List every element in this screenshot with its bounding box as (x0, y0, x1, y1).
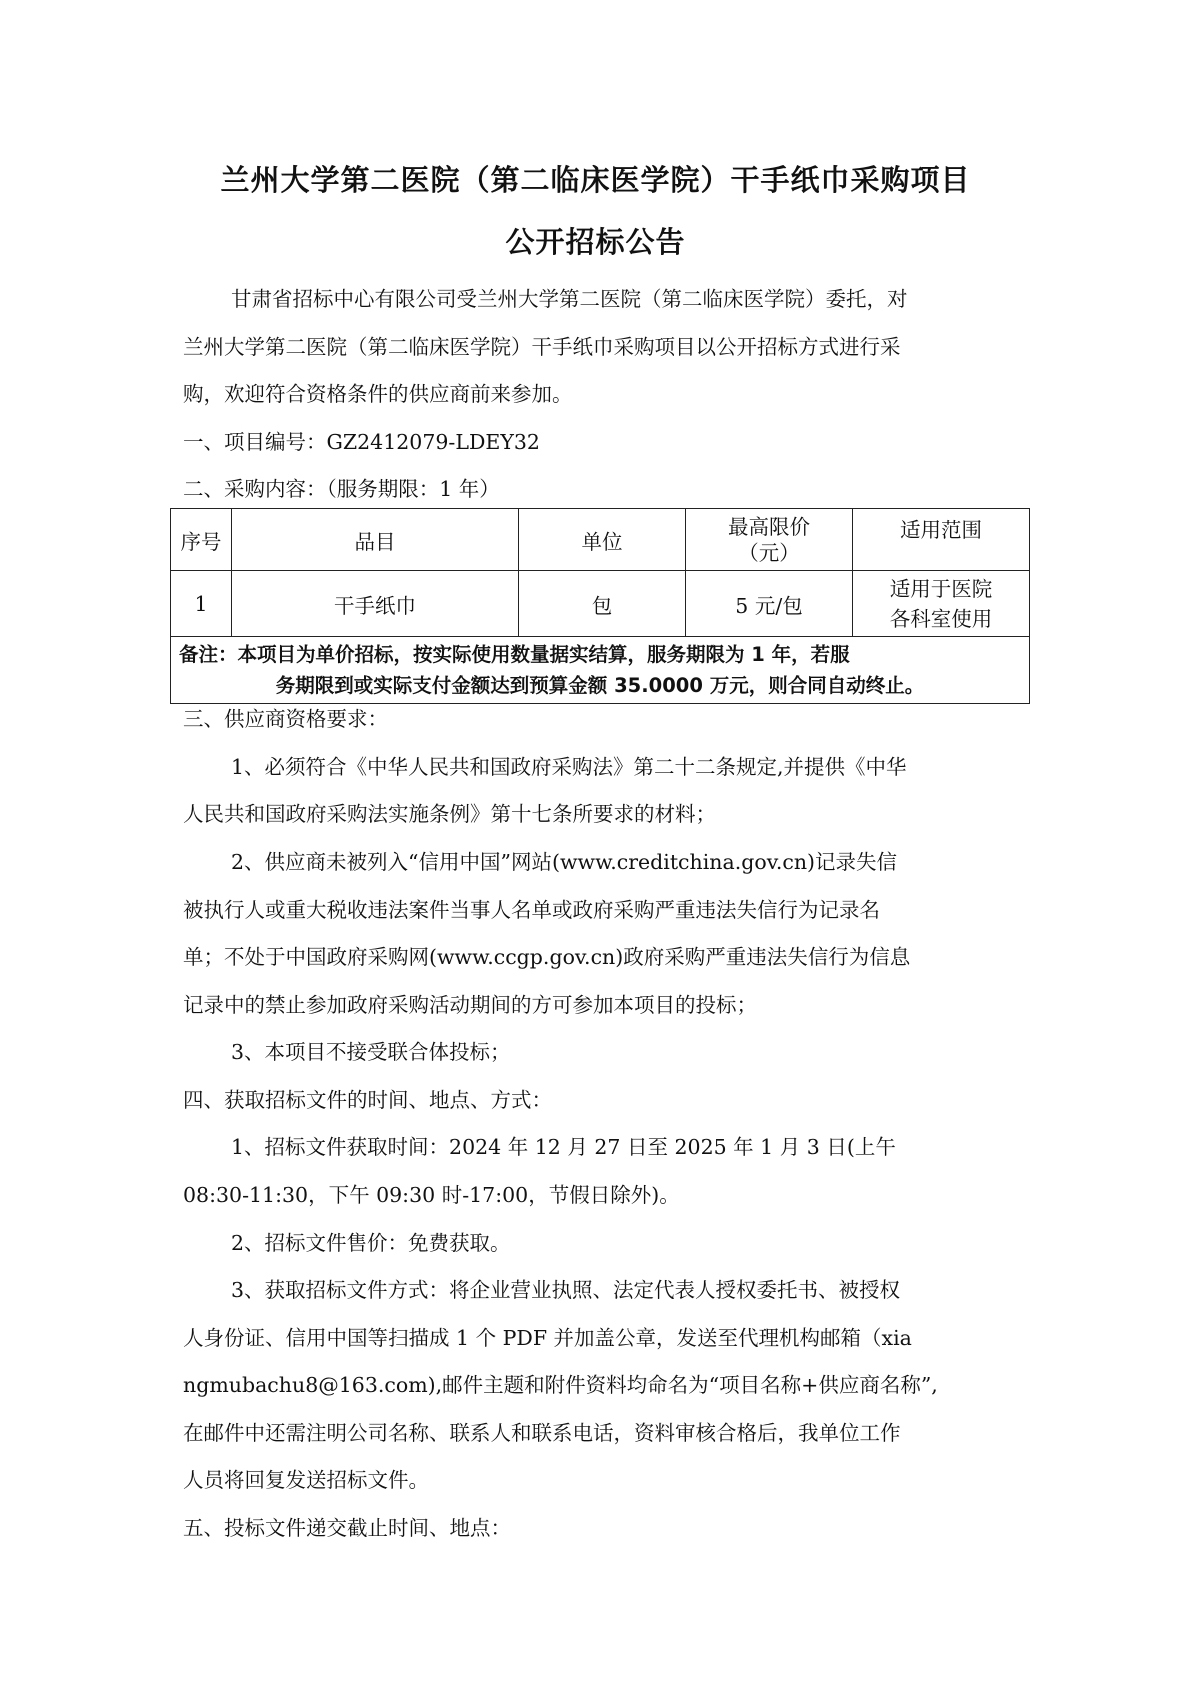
scope-line: 适用于医院 (889, 576, 993, 601)
acquisition-line: 2、招标文件售价：免费获取。 (231, 1231, 511, 1255)
table-header-row (171, 509, 1030, 571)
table-row (171, 571, 1030, 637)
acquisition-line: 人员将回复发送招标文件。 (183, 1468, 429, 1492)
document-title: 兰州大学第二医院（第二临床医学院）干手纸巾采购项目 (220, 163, 971, 197)
header-price-line: （元） (738, 540, 800, 565)
intro-line: 甘肃省招标中心有限公司受兰州大学第二医院（第二临床医学院）委托，对 (231, 287, 908, 311)
project-number: 一、项目编号：GZ2412079-LDEY32 (183, 430, 540, 454)
note-line: 务期限到或实际支付金额达到预算金额 35.0000 万元，则合同自动终止。 (275, 674, 925, 697)
acquisition-line: 人身份证、信用中国等扫描成 1 个 PDF 并加盖公章，发送至代理机构邮箱（xia (183, 1326, 912, 1350)
procurement-content-heading: 二、采购内容：（服务期限：1 年） (183, 477, 500, 501)
header-price-line: 最高限价 (728, 514, 810, 539)
section-heading: 三、供应商资格要求： (183, 707, 388, 731)
acquisition-line: 08:30-11:30，下午 09:30 时-17:00，节假日除外)。 (183, 1183, 680, 1207)
section-heading: 五、投标文件递交截止时间、地点： (183, 1516, 511, 1540)
header-cell: 适用范围 (853, 509, 1030, 571)
scope-line: 各科室使用 (889, 606, 993, 631)
acquisition-line: 在邮件中还需注明公司名称、联系人和联系电话，资料审核合格后，我单位工作 (183, 1421, 901, 1445)
table-note (171, 637, 1030, 704)
acquisition-line: 1、招标文件获取时间：2024 年 12 月 27 日至 2025 年 1 月 3 日(上午 (231, 1135, 896, 1159)
header-cell: 品目 (232, 509, 519, 571)
requirement-line: 2、供应商未被列入“信用中国”网站(www.creditchina.gov.cn)记录失信 (231, 850, 898, 874)
requirement-line: 记录中的禁止参加政府采购活动期间的方可参加本项目的投标； (183, 993, 757, 1017)
document-subtitle: 公开招标公告 (505, 225, 686, 259)
intro-line: 购，欢迎符合资格条件的供应商前来参加。 (183, 382, 573, 406)
acquisition-line: 3、获取招标文件方式：将企业营业执照、法定代表人授权委托书、被授权 (231, 1278, 901, 1302)
intro-line: 兰州大学第二医院（第二临床医学院）干手纸巾采购项目以公开招标方式进行采 (183, 335, 901, 359)
requirement-line: 被执行人或重大税收违法案件当事人名单或政府采购严重违法失信行为记录名 (183, 898, 880, 922)
requirement-line: 1、必须符合《中华人民共和国政府采购法》第二十二条规定,并提供《中华 (231, 755, 907, 779)
requirement-line: 单；不处于中国政府采购网(www.ccgp.gov.cn)政府采购严重违法失信行为信息 (183, 945, 911, 969)
note-line: 备注：本项目为单价招标，按实际使用数量据实结算，服务期限为 1 年，若服 (179, 643, 850, 666)
table-note-row (171, 637, 1030, 704)
section-heading: 四、获取招标文件的时间、地点、方式： (183, 1088, 552, 1112)
cell-unit: 包 (519, 571, 686, 637)
header-cell: 单位 (519, 509, 686, 571)
requirement-line: 人民共和国政府采购法实施条例》第十七条所要求的材料； (183, 802, 716, 826)
header-cell: 序号 (171, 509, 232, 571)
header-cell-price (686, 509, 853, 571)
acquisition-line: ngmubachu8@163.com),邮件主题和附件资料均命名为“项目名称+供应商名称”, (183, 1373, 938, 1397)
cell-price: 5 元/包 (686, 571, 853, 637)
cell-scope (853, 571, 1030, 637)
requirement-line: 3、本项目不接受联合体投标； (231, 1040, 511, 1064)
cell-item: 干手纸巾 (232, 571, 519, 637)
cell-no: 1 (171, 571, 232, 637)
procurement-table (170, 508, 1030, 704)
